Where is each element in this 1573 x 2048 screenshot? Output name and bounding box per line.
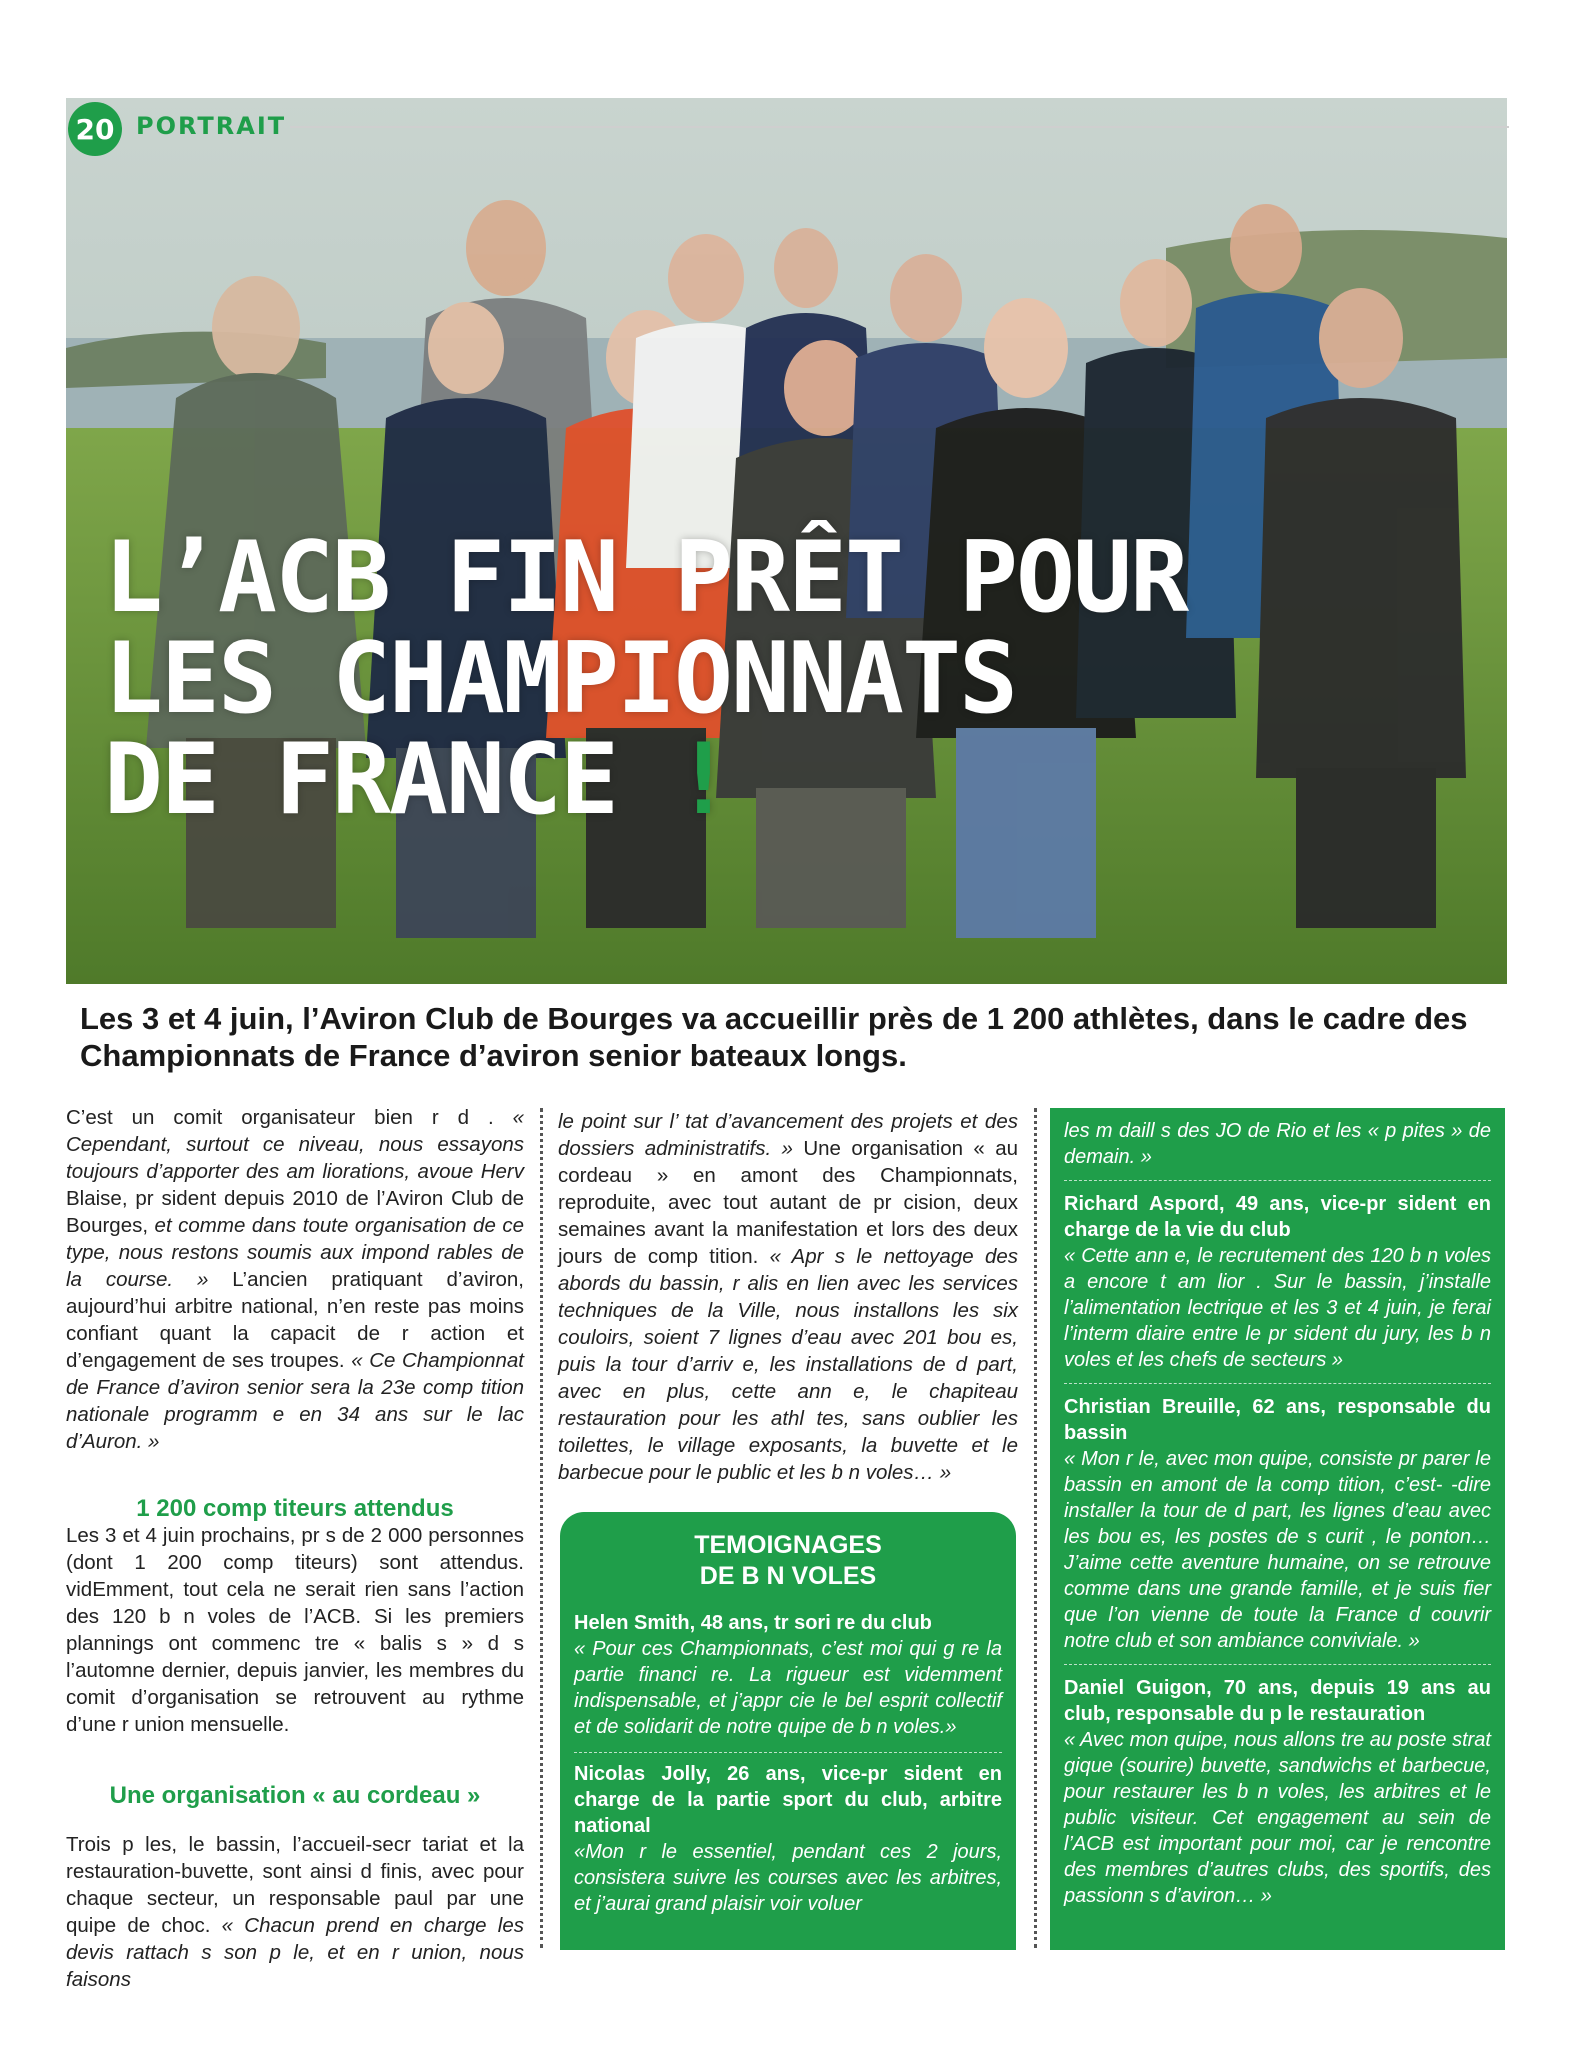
headline-exclamation: ! xyxy=(674,723,732,837)
testimony-name: Nicolas Jolly, 26 ans, vice-pr sident en charge de la partie sport du club, arbitre national xyxy=(574,1763,1002,1837)
subhead-organisation: Une organisation « au cordeau » xyxy=(109,1782,481,1809)
testimony-separator xyxy=(1064,1180,1491,1181)
temoignages-title-line-2: DE B N VOLES xyxy=(699,1562,877,1590)
testimony-quote: « Mon r le, avec mon quipe, consiste pr parer le bassin en amont de la comp tition, c’est- -dire installer la tour de d part, les lignes d’eau avec les bou es, les postes de s curit , le ponton… J’aime cette aventure humaine, on se retrouve comme dans une grande famille, et je suis fier que l’on vienne de toute la France d couvrir notre club et son ambiance conviviale. » xyxy=(1064,1448,1491,1652)
column-divider-1 xyxy=(540,1108,543,1948)
article-column-2 xyxy=(558,1108,1018,1486)
testimony-quote: «Mon r le essentiel, pendant ces 2 jours, consistera suivre les courses avec les arbitres, et j’aurai grand plaisir voir voluer xyxy=(574,1841,1002,1915)
temoignages-box xyxy=(560,1512,1016,1950)
testimony-separator xyxy=(574,1752,1002,1753)
article-column-1 xyxy=(66,1104,524,1993)
paragraph-competitors: Les 3 et 4 juin prochains, pr s de 2 000 personnes (dont 1 200 comp titeurs) sont attendus. vidEmment, tout cela ne serait rien sans l’action des 120 b n voles de l’ACB. Si les premiers plannings ont commenc tre « balis s » d s l’automne dernier, depuis janvier, les membres du comit d’organisation se retrouvent au rythme d’une r union mensuelle. xyxy=(66,1524,524,1736)
paragraph-organisation xyxy=(66,1831,524,1993)
testimony-sidebar xyxy=(1050,1108,1505,1950)
organisation-quote: « Chacun prend en charge les devis rattach s son p le, et en r union, nous faisons xyxy=(66,1914,524,1991)
lede: Les 3 et 4 juin, l’Aviron Club de Bourges va accueillir près de 1 200 athlètes, dans le cadre des Championnats de France d’aviron senior bateaux longs. xyxy=(80,1001,1468,1073)
page-number-badge xyxy=(68,102,122,156)
continuation-quote-2: « Apr s le nettoyage des abords du bassin, r alis en lien avec les services techniques de la Ville, nous installons les six couloirs, soient 7 lignes d’eau avec 201 bou es, puis la tour d’arriv e, les installations de d part, avec en plus, cette ann e, le chapiteau restauration pour les athl tes, sans oublier les toilettes, le village exposants, la buvette et le barbecue pour le public et les b n voles… » xyxy=(558,1245,1018,1484)
intro-text-3: L’ancien pratiquant d’aviron, aujourd’hui arbitre national, n’en reste pas moins confiant quant la capacit de r action et d’engagement de ses troupes. xyxy=(66,1268,524,1372)
header-rule xyxy=(290,126,1509,128)
headline-line-1: L’ACB FIN PRÊT POUR xyxy=(104,521,1188,635)
headline-line-3 xyxy=(104,723,1187,837)
organisation-text: Trois p les, le bassin, l’accueil-secr tariat et la restauration-buvette, sont ainsi d finis, avec pour chaque secteur, un responsable paul par une quipe de choc. xyxy=(66,1833,524,1937)
headline xyxy=(104,521,1188,837)
testimony-quote: « Pour ces Championnats, c’est moi qui g re la partie financi re. La rigueur est videmment indispensable, et j’appr cie le bel esprit collectif et de solidarit de notre quipe de b n voles.» xyxy=(574,1638,1002,1738)
testimony-name: Christian Breuille, 62 ans, responsable du bassin xyxy=(1064,1396,1491,1444)
intro-quote-2: et comme dans toute organisation de ce type, nous restons soumis aux impond rables de la course. » xyxy=(66,1214,524,1291)
sidebar-continuation: les m daill s des JO de Rio et les « p pites » de demain. » xyxy=(1064,1120,1491,1168)
testimony-name: Daniel Guigon, 70 ans, depuis 19 ans au club, responsable du p le restauration xyxy=(1064,1677,1491,1725)
continuation-text: Une organisation « au cordeau » en amont des Championnats, reproduite, avec tout autant de pr cision, deux semaines avant la manifestation et lors des deux jours de comp tition. xyxy=(558,1137,1018,1268)
column-divider-2 xyxy=(1034,1108,1037,1948)
intro-text-2: Blaise, pr sident depuis 2010 de l’Aviron Club de Bourges, xyxy=(66,1187,524,1237)
testimony-quote: « Avec mon quipe, nous allons tre au poste strat gique (sourire) buvette, sandwichs et barbecue, pour restaurer les b n voles, les arbitres et le public visiteur. Cet engagement au sein de l’ACB est important pour moi, car je rencontre des membres d’autres clubs, des sportifs, des passionn s d’aviron… » xyxy=(1064,1729,1491,1907)
intro-quote-3: « Ce Championnat de France d’aviron senior sera la 23e comp tition nationale programm e en 34 ans sur le lac d’Auron. » xyxy=(66,1349,524,1453)
testimony-quote: « Cette ann e, le recrutement des 120 b n voles a encore t am lior . Sur le bassin, j’installe l’alimentation lectrique et les 3 et 4 juin, je ferai l’interm diaire entre le pr sident du jury, les b n voles et les chefs de secteurs » xyxy=(1064,1245,1491,1371)
section-label: PORTRAIT xyxy=(136,112,287,140)
testimony-separator xyxy=(1064,1664,1491,1665)
headline-line-2: LES CHAMPIONNATS xyxy=(104,622,1017,736)
headline-line-3-text: DE FRANCE xyxy=(104,723,618,837)
temoignages-title xyxy=(560,1530,1016,1592)
subhead-competitors: 1 200 comp titeurs attendus xyxy=(136,1495,454,1522)
paragraph-intro xyxy=(66,1104,524,1455)
intro-text-1: C’est un comit organisateur bien r d . xyxy=(66,1106,513,1129)
paragraph-continuation xyxy=(558,1108,1018,1486)
page-number: 20 xyxy=(75,112,115,146)
temoignages-body xyxy=(560,1610,1016,1917)
temoignages-title-line-1: TEMOIGNAGES xyxy=(694,1531,882,1559)
intro-quote-1: « Cependant, surtout ce niveau, nous essayons toujours d’apporter des am liorations, avoue Herv xyxy=(66,1106,524,1183)
testimony-name: Helen Smith, 48 ans, tr sori re du club xyxy=(574,1612,932,1634)
continuation-quote-1: le point sur l’ tat d’avancement des projets et des dossiers administratifs. » xyxy=(558,1110,1018,1160)
testimony-separator xyxy=(1064,1383,1491,1384)
testimony-name: Richard Aspord, 49 ans, vice-pr sident en charge de la vie du club xyxy=(1064,1193,1491,1241)
